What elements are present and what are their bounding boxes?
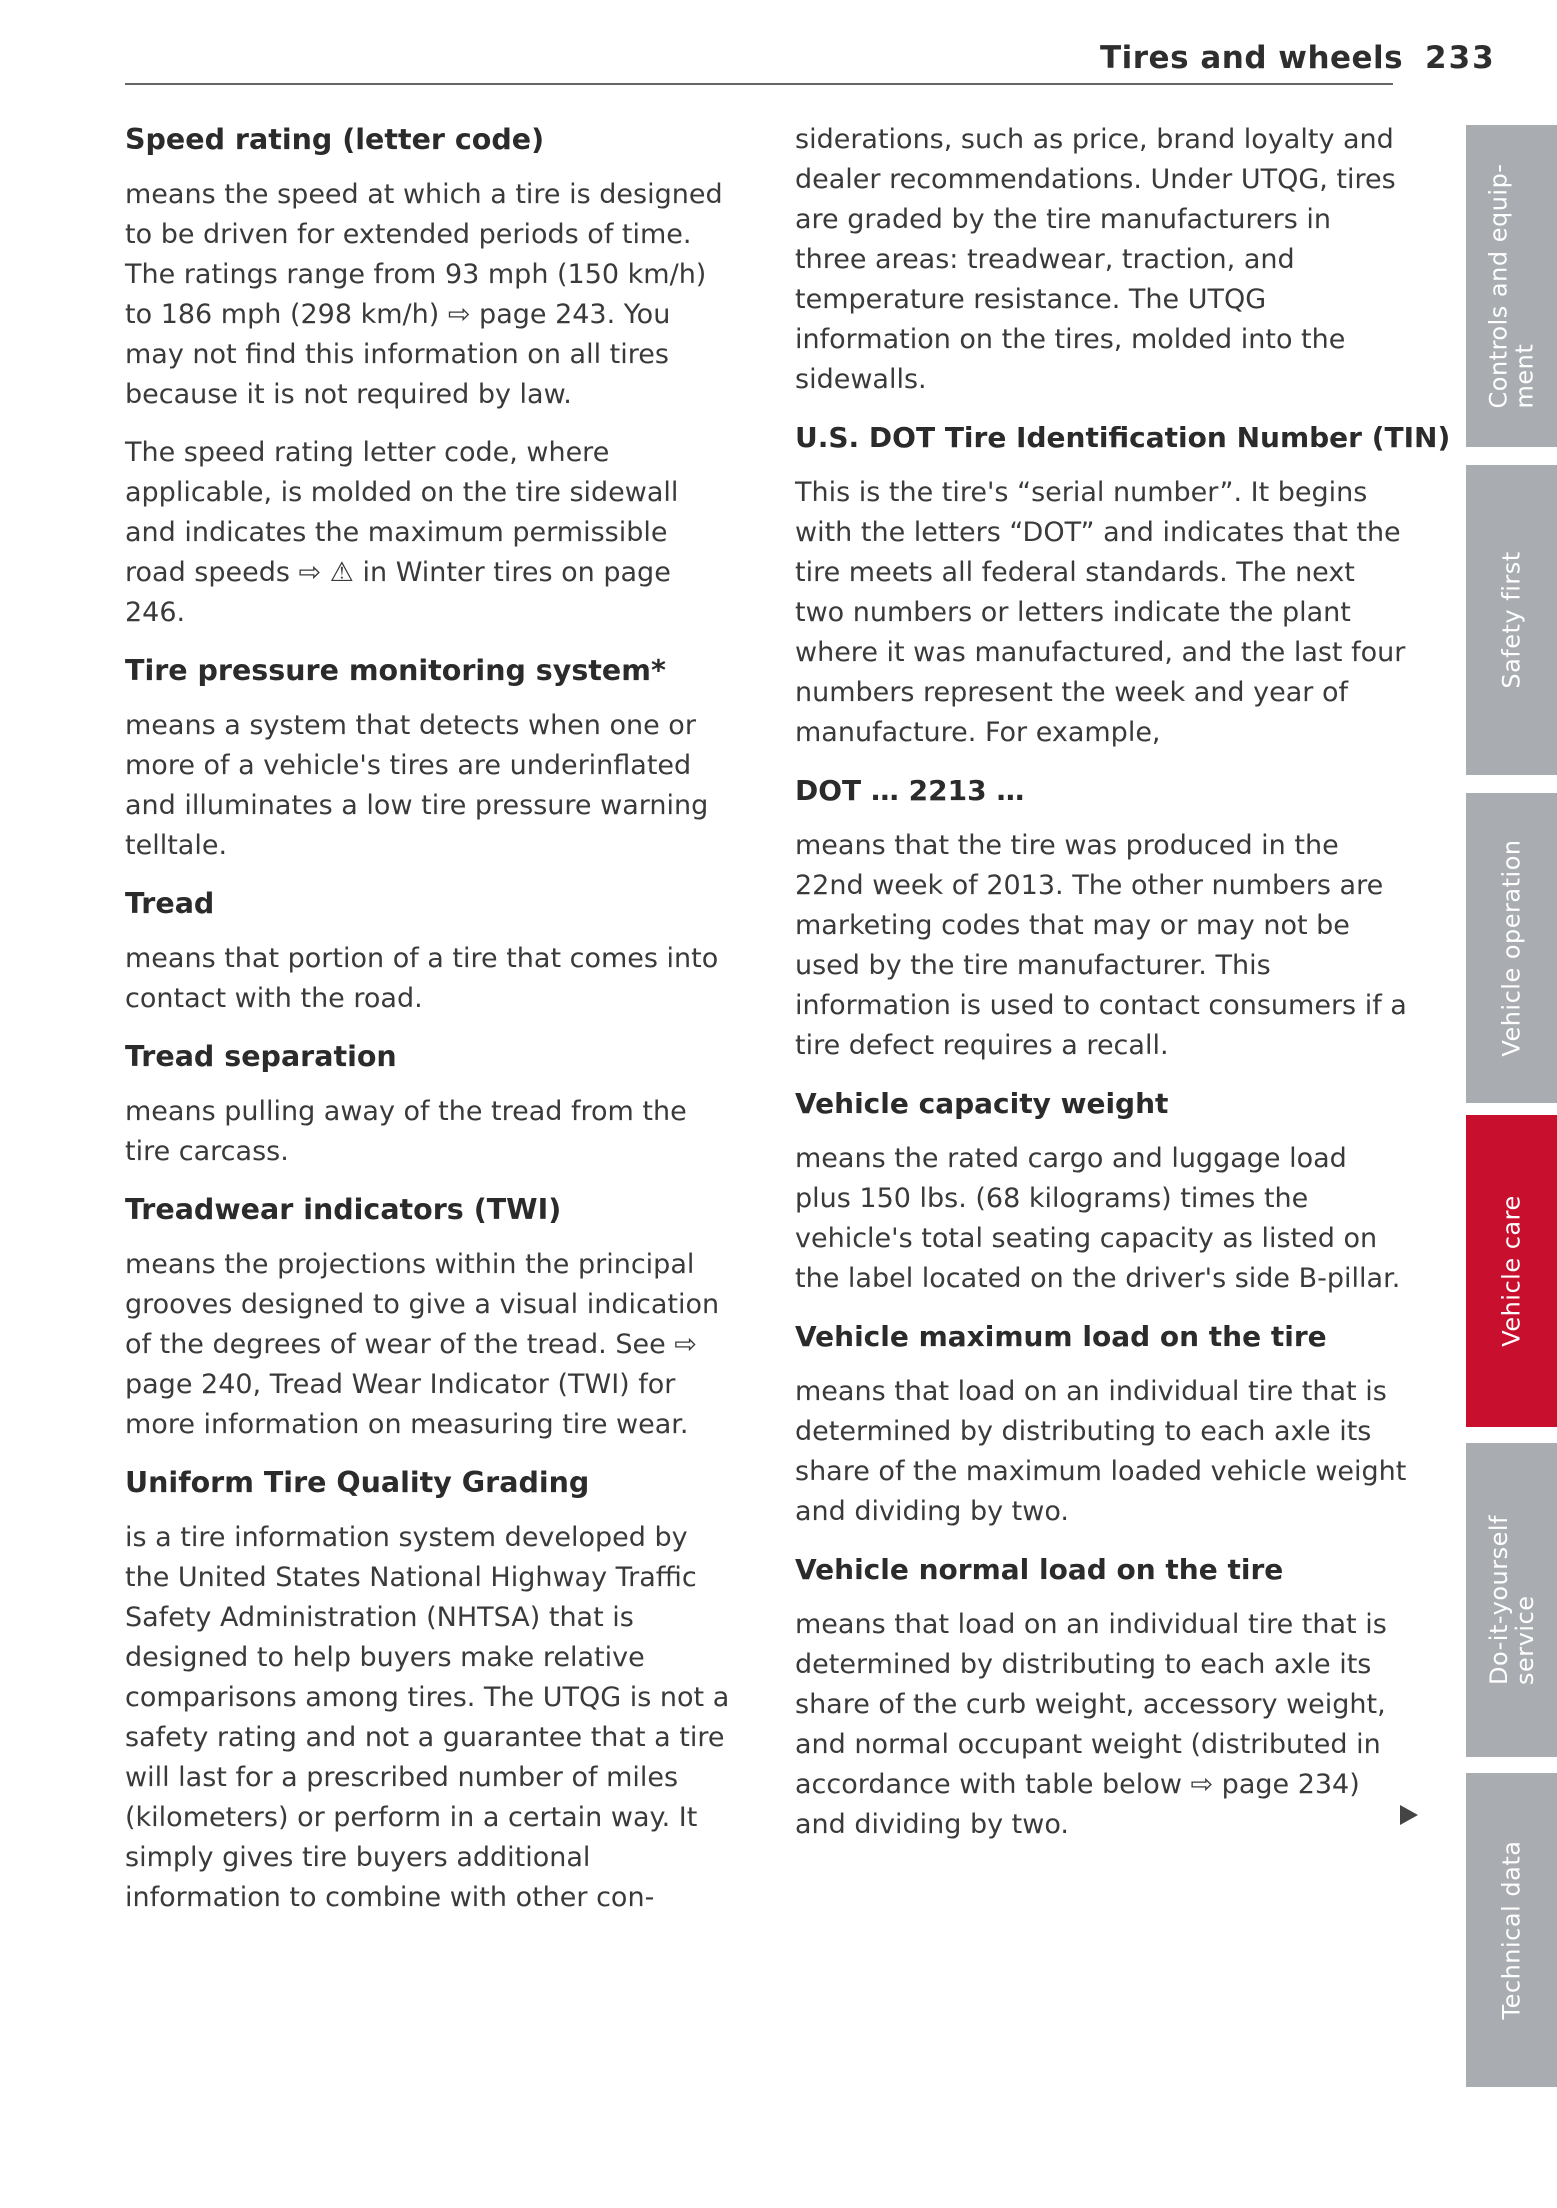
left-column xyxy=(125,120,730,1936)
entry-text: means that portion of a tire that comes into contact with the road. xyxy=(125,943,719,1014)
right-column xyxy=(795,120,1451,1863)
tab-label: ment xyxy=(1510,343,1539,409)
entry-heading: Speed rating (letter code) xyxy=(125,123,545,156)
glossary-entry xyxy=(795,771,1410,1066)
tab-label: Do-it-yourself xyxy=(1484,1515,1513,1685)
entry-text: This is the tire's “serial number”. It begins with the letters “DOT” and indicates that the tire meets all federal standards. The next two numbers or letters indicate the plant where it was manufactured, and the last four numbers represent the week and year of manufacture. For example, xyxy=(795,477,1406,748)
entry-heading: Tread separation xyxy=(125,1040,397,1073)
tab-technical-data[interactable] xyxy=(1466,1773,1557,2087)
tab-label: Technical data xyxy=(1497,1840,1526,2020)
entry-heading: Uniform Tire Quality Grading xyxy=(125,1466,590,1499)
tab-do-it-yourself-service[interactable] xyxy=(1466,1443,1557,1757)
entry-heading: Treadwear indicators (TWI) xyxy=(125,1193,562,1226)
glossary-entry xyxy=(795,1550,1410,1845)
tab-vehicle-care[interactable] xyxy=(1466,1115,1557,1427)
entry-text: means a system that detects when one or more of a vehicle's tires are underinflated and illuminates a low tire pressure warning telltale. xyxy=(125,710,709,861)
tab-vehicle-operation[interactable] xyxy=(1466,793,1557,1103)
entry-text: means that the tire was produced in the 22nd week of 2013. The other numbers are marketing codes that may or may not be used by the tire manufacturer. This information is used to contact consumers if a tire defect requires a recall. xyxy=(795,830,1407,1061)
glossary-entry-continued xyxy=(795,120,1410,400)
entry-heading: Tire pressure monitoring system* xyxy=(125,654,666,687)
continue-arrow-icon xyxy=(1400,1805,1418,1825)
entry-text: means pulling away of the tread from the tire carcass. xyxy=(125,1096,687,1167)
glossary-entry xyxy=(125,651,730,866)
entry-heading: Vehicle normal load on the tire xyxy=(795,1553,1284,1586)
glossary-entry xyxy=(795,1317,1410,1532)
entry-heading: DOT … 2213 … xyxy=(795,774,1025,807)
entry-heading: Vehicle capacity weight xyxy=(795,1087,1169,1120)
glossary-entry xyxy=(125,1037,730,1172)
entry-text: The speed rating letter code, where applicable, is molded on the tire sidewall and indicates the maximum permissible road speeds ⇨ ⚠ in Winter tires on page 246. xyxy=(125,437,679,628)
entry-text: means that load on an individual tire that is determined by distributing to each axle its share of the curb weight, accessory weight, and normal occupant weight (distributed in accordance with table below ⇨ page 234) and dividing by two. xyxy=(795,1609,1387,1840)
entry-text: siderations, such as price, brand loyalty and dealer recommendations. Under UTQG, tires are graded by the tire manufacturers in three areas: treadwear, traction, and temperature resistance. The UTQG information on the tires, molded into the sidewalls. xyxy=(795,124,1396,395)
page-number: 233 xyxy=(1425,40,1496,76)
tab-label: Vehicle operation xyxy=(1497,839,1526,1057)
running-header-title: Tires and wheels xyxy=(1100,40,1404,76)
glossary-entry xyxy=(795,418,1451,753)
glossary-entry xyxy=(125,884,730,1019)
tab-label: Vehicle care xyxy=(1497,1195,1526,1347)
entry-heading: Tread xyxy=(125,887,215,920)
entry-text: means the rated cargo and luggage load plus 150 lbs. (68 kilograms) times the vehicle's total seating capacity as listed on the label located on the driver's side B-pillar. xyxy=(795,1143,1401,1294)
tab-label: service xyxy=(1510,1595,1539,1685)
entry-heading: Vehicle maximum load on the tire xyxy=(795,1320,1327,1353)
glossary-entry xyxy=(125,1463,730,1918)
header-divider xyxy=(125,83,1393,85)
tab-controls-and-equipment[interactable] xyxy=(1466,125,1557,447)
glossary-entry xyxy=(125,1190,730,1445)
glossary-entry xyxy=(795,1084,1410,1299)
entry-heading: U.S. DOT Tire Identification Number (TIN) xyxy=(795,421,1451,454)
entry-text: means that load on an individual tire that is determined by distributing to each axle its share of the maximum loaded vehicle weight and dividing by two. xyxy=(795,1376,1407,1527)
tab-label: Safety first xyxy=(1497,551,1526,689)
entry-text: means the projections within the principal grooves designed to give a visual indication of the degrees of wear of the tread. See ⇨ page 240, Tread Wear Indicator (TWI) for more information on measuring tire wear. xyxy=(125,1249,720,1440)
glossary-entry xyxy=(125,120,730,633)
tab-label: Controls and equip- xyxy=(1484,163,1513,409)
entry-text: is a tire information system developed by the United States National Highway Traffic Safety Administration (NHTSA) that is designed to help buyers make relative comparisons among tires. The UTQG is not a safety rating and not a guarantee that a tire will last for a prescribed number of miles (kilometers) or perform in a certain way. It simply gives tire buyers additional information to combine with other con- xyxy=(125,1522,730,1913)
tab-safety-first[interactable] xyxy=(1466,465,1557,775)
entry-text: means the speed at which a tire is designed to be driven for extended periods of time. The ratings range from 93 mph (150 km/h) to 186 mph (298 km/h) ⇨ page 243. You may not find this information on all tires because it is not required by law. xyxy=(125,179,723,410)
